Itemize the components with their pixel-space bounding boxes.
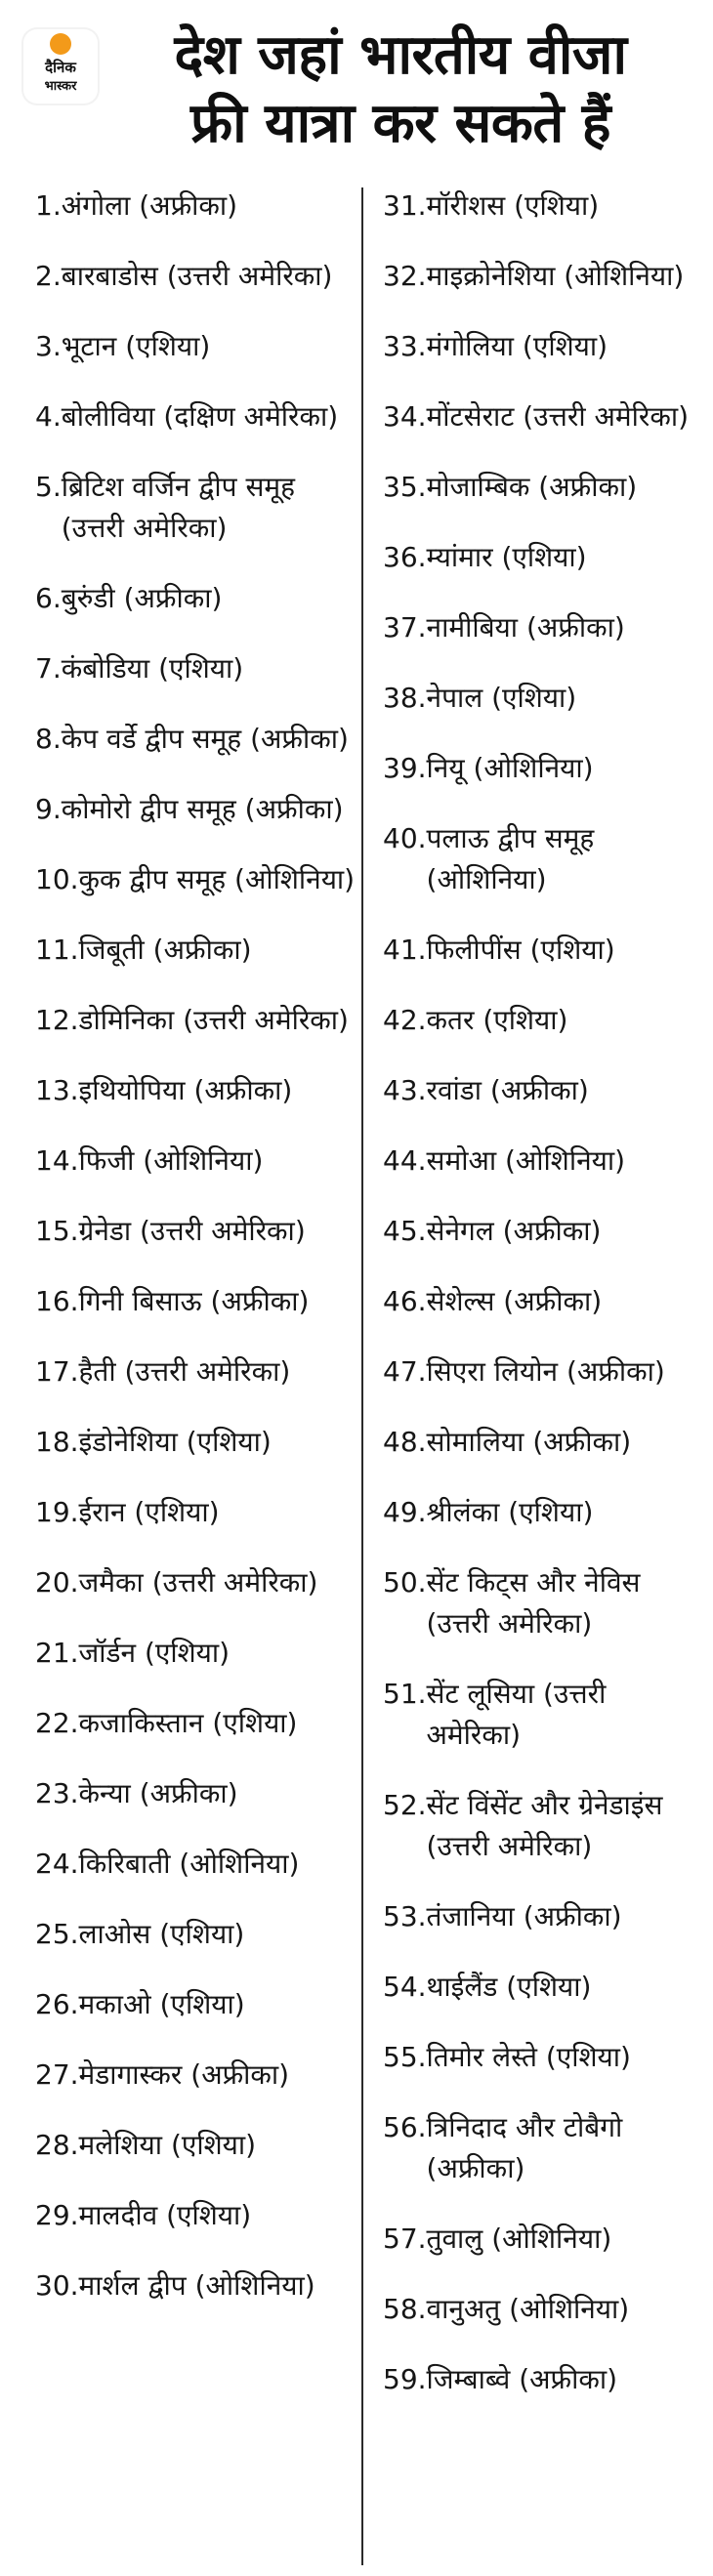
item-number: 24. [35,1848,79,1880]
country-name: सेंट विंसेंट और ग्रेनेडाइंस (उत्तरी अमेरिका) [426,1789,663,1862]
item-number: 14. [35,1144,79,1177]
item-number: 19. [35,1496,79,1528]
list-item [383,818,705,900]
list-item [383,1422,705,1463]
country-name: ब्रिटिश वर्जिन द्वीप समूह (उत्तरी अमेरिका) [61,471,295,544]
country-name: मोंटसेराट (उत्तरी अमेरिका) [426,400,690,433]
list-item [35,859,357,900]
country-name: कोमोरो द्वीप समूह (अफ्रीका) [61,793,344,825]
dainik-bhaskar-logo [21,27,100,105]
list-item [35,1914,357,1955]
country-name: त्रिनिदाद और टोबैगो (अफ्रीका) [426,2111,623,2184]
list-item [35,2055,357,2096]
list-item [383,2219,705,2260]
country-name: सोमालिया (अफ्रीका) [426,1426,632,1458]
item-number: 49. [383,1496,427,1528]
item-number: 11. [35,934,79,966]
item-number: 29. [35,2199,79,2231]
title-line1: देश जहां भारतीय वीजा [174,23,627,87]
item-number: 3. [35,330,62,362]
item-number: 54. [383,1971,427,2003]
country-name: थाईलैंड (एशिया) [426,1971,592,2003]
list-item [383,2289,705,2330]
list-item [383,1896,705,1937]
country-name: कतर (एशिया) [426,1004,568,1036]
item-number: 39. [383,752,427,784]
item-number: 41. [383,934,427,966]
country-name: इंडोनेशिया (एशिया) [78,1426,272,1458]
list-item [35,930,357,971]
list-item [383,2037,705,2078]
item-number: 15. [35,1215,79,1247]
item-number: 34. [383,400,427,433]
country-list-left [35,186,357,2336]
item-number: 46. [383,1285,427,1317]
item-number: 35. [383,471,427,503]
country-name: जिबूती (अफ्रीका) [78,934,252,966]
item-number: 56. [383,2111,427,2143]
country-name: सिएरा लियोन (अफ्रीका) [426,1355,665,1388]
country-name: कंबोडिया (एशिया) [61,652,244,685]
item-number: 20. [35,1566,79,1599]
country-name: फिजी (ओशिनिया) [78,1144,264,1177]
country-name: फिलीपींस (एशिया) [426,934,615,966]
list-item [35,1070,357,1111]
country-name: मार्शल द्वीप (ओशिनिया) [78,2269,315,2302]
country-name: बारबाडोस (उत्तरी अमेरिका) [61,260,333,292]
list-item [383,326,705,367]
item-number: 7. [35,652,62,685]
country-name: पलाऊ द्वीप समूह (ओशिनिया) [426,822,595,895]
list-item [383,1967,705,2008]
item-number: 23. [35,1777,79,1809]
country-name: तंजानिया (अफ्रीका) [426,1900,622,1932]
country-name: सेंट लूसिया (उत्तरी अमेरिका) [426,1678,607,1751]
list-item [35,326,357,367]
country-name: सेनेगल (अफ्रीका) [426,1215,602,1247]
country-name: म्यांमार (एशिया) [426,541,587,573]
list-item [35,1562,357,1603]
item-number: 12. [35,1004,79,1036]
item-number: 59. [383,2363,427,2395]
list-item [35,1492,357,1533]
item-number: 53. [383,1900,427,1932]
list-item [383,1211,705,1252]
list-item [383,1785,705,1867]
list-item [383,1674,705,1756]
country-name: मेडागास्कर (अफ्रीका) [78,2058,290,2091]
item-number: 10. [35,863,79,895]
item-number: 42. [383,1004,427,1036]
list-item [383,186,705,227]
item-number: 16. [35,1285,79,1317]
country-name: किरिबाती (ओशिनिया) [78,1848,300,1880]
item-number: 52. [383,1789,427,1821]
country-name: कजाकिस्तान (एशिया) [78,1707,298,1739]
logo-text-line1: दैनिक [45,59,76,76]
country-name: ईरान (एशिया) [78,1496,220,1528]
page-title [107,21,693,158]
list-item [383,930,705,971]
country-name: नेपाल (एशिया) [426,682,577,714]
country-name: जमैका (उत्तरी अमेरिका) [78,1566,318,1599]
country-name: नियू (ओशिनिया) [426,752,594,784]
list-item [383,396,705,437]
list-item [35,1281,357,1322]
country-name: सेशेल्स (अफ्रीका) [426,1285,603,1317]
list-item [383,1351,705,1392]
item-number: 30. [35,2269,79,2302]
list-item [35,719,357,760]
country-name: मंगोलिया (एशिया) [426,330,608,362]
list-item [383,1070,705,1111]
item-number: 32. [383,260,427,292]
country-name: लाओस (एशिया) [78,1918,245,1950]
list-item [383,467,705,508]
list-item [35,1422,357,1463]
list-item [35,396,357,437]
country-name: मलेशिया (एशिया) [78,2129,257,2161]
title-line2: फ्री यात्रा कर सकते हैं [190,92,610,155]
item-number: 57. [383,2223,427,2255]
item-number: 6. [35,582,62,614]
country-name: भूटान (एशिया) [61,330,211,362]
list-item [35,1633,357,1674]
list-item [383,748,705,789]
item-number: 44. [383,1144,427,1177]
country-name: सेंट किट्स और नेविस (उत्तरी अमेरिका) [426,1566,641,1640]
item-number: 4. [35,400,62,433]
country-name: नामीबिया (अफ्रीका) [426,611,625,644]
country-name: रवांडा (अफ्रीका) [426,1074,589,1106]
list-item [35,1000,357,1041]
item-number: 1. [35,189,62,222]
item-number: 21. [35,1637,79,1669]
country-name: इथियोपिया (अफ्रीका) [78,1074,293,1106]
country-name: गिनी बिसाऊ (अफ्रीका) [78,1285,310,1317]
country-name: मकाओ (एशिया) [78,1988,245,2020]
list-item [35,578,357,619]
country-name: अंगोला (अफ्रीका) [61,189,238,222]
sun-icon [50,33,71,55]
country-name: तिमोर लेस्ते (एशिया) [426,2041,631,2073]
country-name: हैती (उत्तरी अमेरिका) [78,1355,291,1388]
country-name: केप वर्डे द्वीप समूह (अफ्रीका) [61,723,349,755]
item-number: 31. [383,189,427,222]
list-item [35,1773,357,1814]
list-item [383,2107,705,2189]
country-name: मोजाम्बिक (अफ्रीका) [426,471,638,503]
country-name: वानुअतु (ओशिनिया) [426,2293,630,2325]
list-item [383,537,705,578]
list-item [35,1351,357,1392]
country-name: समोआ (ओशिनिया) [426,1144,626,1177]
list-item [383,607,705,648]
list-item [383,2359,705,2400]
item-number: 47. [383,1355,427,1388]
item-number: 33. [383,330,427,362]
column-divider [361,187,363,2565]
item-number: 18. [35,1426,79,1458]
list-item [35,2195,357,2236]
list-item [35,467,357,549]
item-number: 25. [35,1918,79,1950]
item-number: 58. [383,2293,427,2325]
list-item [35,1211,357,1252]
item-number: 5. [35,471,62,503]
country-name: कुक द्वीप समूह (ओशिनिया) [78,863,356,895]
header [0,0,713,176]
item-number: 22. [35,1707,79,1739]
item-number: 26. [35,1988,79,2020]
item-number: 2. [35,260,62,292]
item-number: 27. [35,2058,79,2091]
country-name: माइक्रोनेशिया (ओशिनिया) [426,260,685,292]
country-name: केन्या (अफ्रीका) [78,1777,238,1809]
list-item [35,1844,357,1885]
country-name: बोलीविया (दक्षिण अमेरिका) [61,400,339,433]
list-item [35,1984,357,2025]
item-number: 40. [383,822,427,854]
list-item [383,1000,705,1041]
list-item [35,256,357,297]
country-name: तुवालु (ओशिनिया) [426,2223,612,2255]
list-item [383,678,705,719]
item-number: 17. [35,1355,79,1388]
item-number: 28. [35,2129,79,2161]
item-number: 13. [35,1074,79,1106]
item-number: 9. [35,793,62,825]
list-item [35,1141,357,1182]
item-number: 55. [383,2041,427,2073]
country-name: जॉर्डन (एशिया) [78,1637,231,1669]
item-number: 43. [383,1074,427,1106]
item-number: 48. [383,1426,427,1458]
item-number: 50. [383,1566,427,1599]
list-item [35,789,357,830]
country-name: ग्रेनेडा (उत्तरी अमेरिका) [78,1215,306,1247]
logo-text-line2: भास्कर [44,79,77,94]
list-item [383,1281,705,1322]
country-name: जिम्बाब्वे (अफ्रीका) [426,2363,618,2395]
list-item [35,648,357,689]
list-item [383,256,705,297]
country-name: मालदीव (एशिया) [78,2199,252,2231]
list-item [35,2125,357,2166]
list-item [35,186,357,227]
item-number: 45. [383,1215,427,1247]
country-list-right [383,186,705,2430]
item-number: 36. [383,541,427,573]
country-name: बुरुंडी (अफ्रीका) [61,582,223,614]
list-item [383,1562,705,1644]
item-number: 38. [383,682,427,714]
country-name: श्रीलंका (एशिया) [426,1496,594,1528]
country-name: डोमिनिका (उत्तरी अमेरिका) [78,1004,349,1036]
item-number: 37. [383,611,427,644]
list-item [383,1141,705,1182]
item-number: 8. [35,723,62,755]
item-number: 51. [383,1678,427,1710]
country-name: मॉरीशस (एशिया) [426,189,600,222]
list-item [35,1703,357,1744]
list-item [383,1492,705,1533]
list-item [35,2265,357,2306]
